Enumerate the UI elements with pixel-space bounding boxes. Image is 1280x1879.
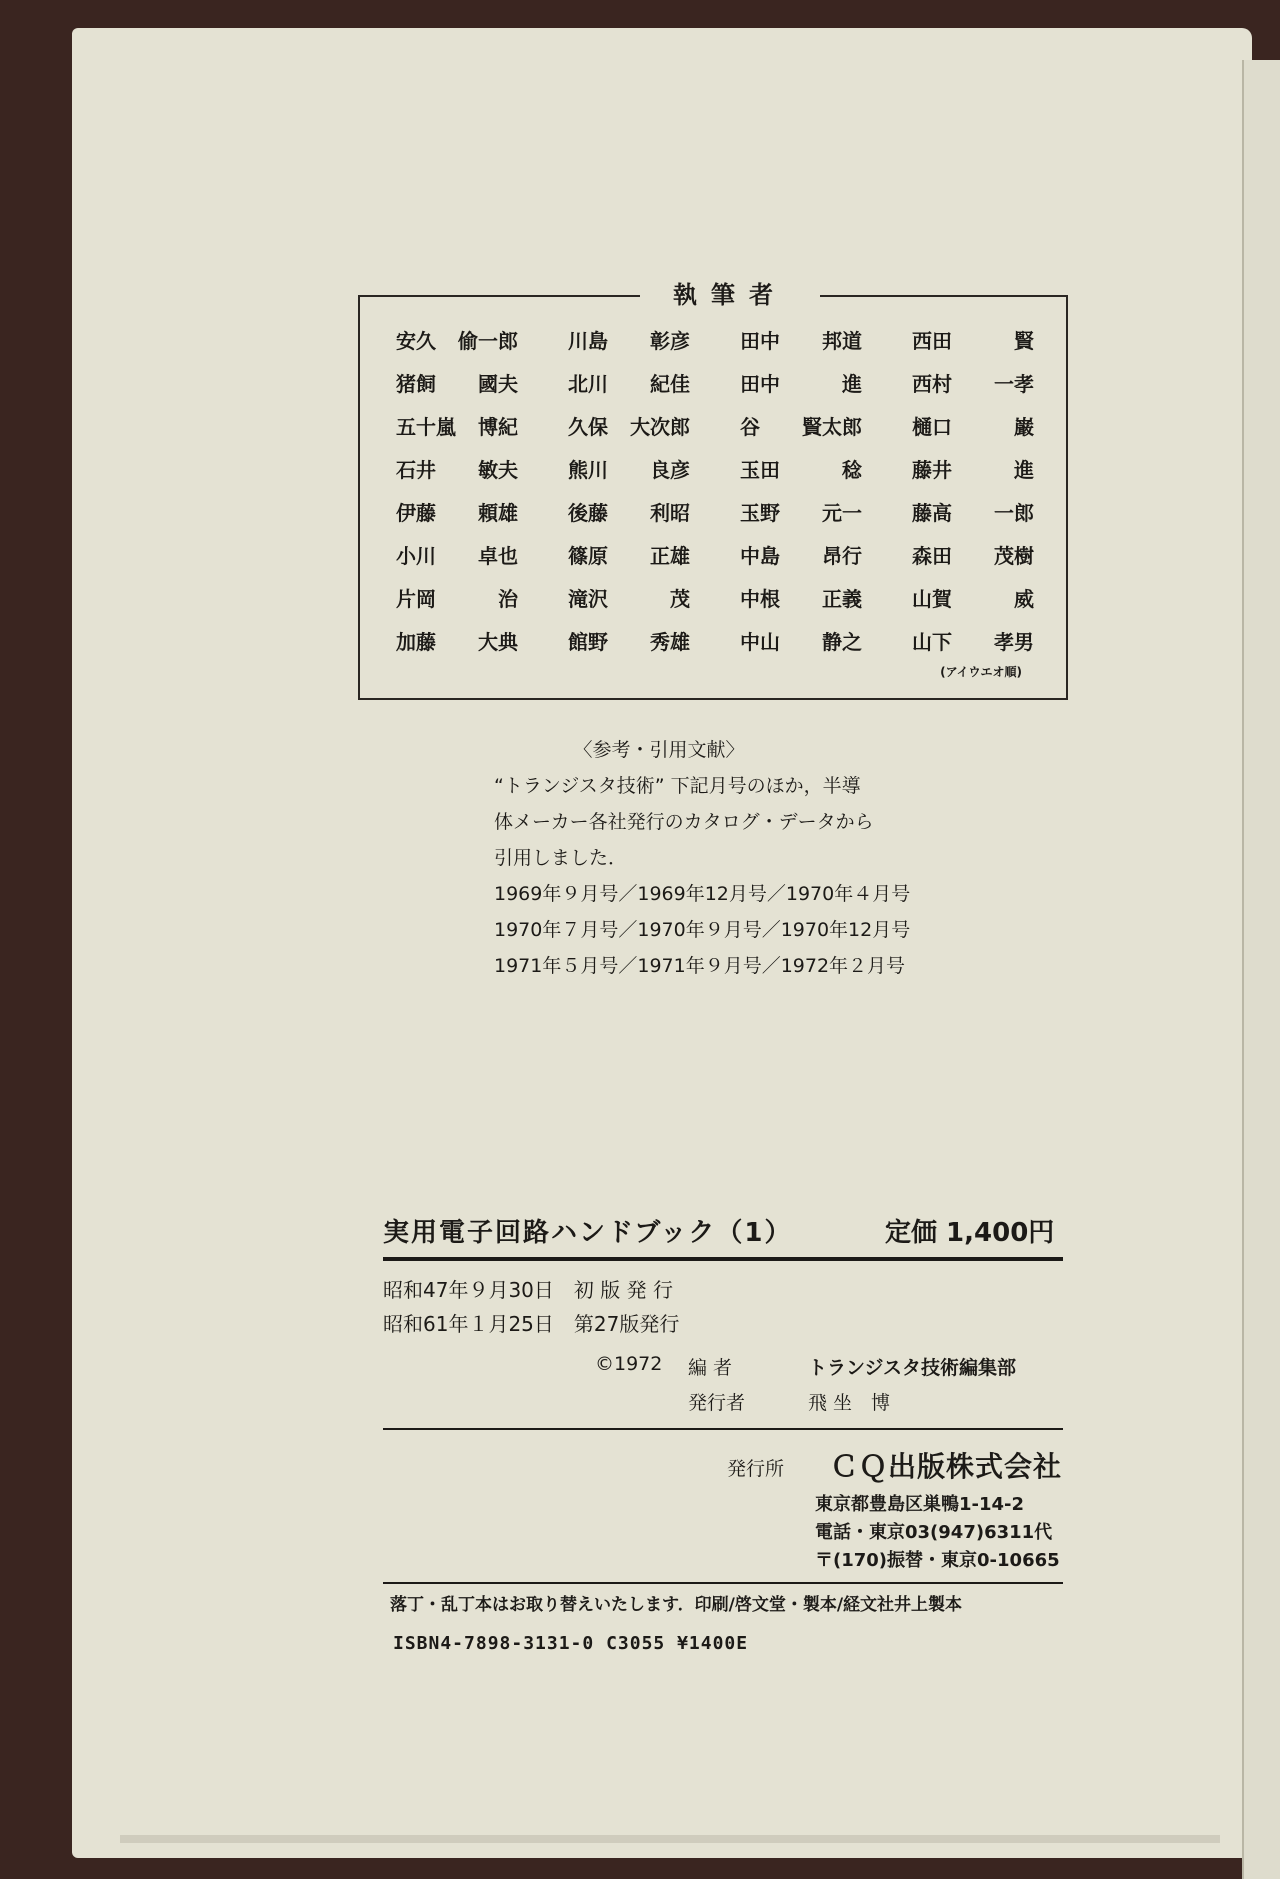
author-name	[740, 413, 862, 442]
author-name	[740, 456, 862, 485]
author-given-name: 一郎	[994, 501, 1034, 525]
author-family-name: 藤高	[912, 501, 952, 525]
author-family-name: 山賀	[912, 587, 952, 611]
author-given-name: 彰彦	[650, 329, 690, 353]
author-family-name: 西村	[912, 372, 952, 396]
author-family-name: 小川	[396, 544, 436, 568]
price: 定価 1,400円	[885, 1218, 1055, 1248]
author-name	[912, 585, 1034, 614]
author-name	[912, 413, 1034, 442]
author-family-name: 後藤	[568, 501, 608, 525]
author-name	[568, 413, 690, 442]
author-given-name: 茂	[670, 587, 690, 611]
author-name	[396, 499, 518, 528]
author-family-name: 山下	[912, 630, 952, 654]
author-given-name: 頼雄	[478, 501, 518, 525]
author-name	[912, 542, 1034, 571]
publisher-rule	[383, 1428, 1063, 1430]
author-name	[568, 456, 690, 485]
notice-rule	[383, 1582, 1063, 1584]
author-name	[396, 327, 518, 356]
author-given-name: 進	[842, 372, 862, 396]
author-name	[912, 628, 1034, 657]
author-family-name: 中山	[740, 630, 780, 654]
author-name	[568, 542, 690, 571]
author-given-name: 敏夫	[478, 458, 518, 482]
author-given-name: 昂行	[822, 544, 862, 568]
author-name	[396, 585, 518, 614]
author-given-name: 大次郎	[630, 415, 690, 439]
author-given-name: 進	[1014, 458, 1034, 482]
author-given-name: 威	[1014, 587, 1034, 611]
author-given-name: 正雄	[650, 544, 690, 568]
authors-note: (アイウエオ順)	[940, 665, 1022, 679]
author-family-name: 猪飼	[396, 372, 436, 396]
isbn: ISBN4-7898-3131-0 C3055 ¥1400E	[393, 1633, 749, 1654]
edition-current: 昭和61年１月25日 第27版発行	[383, 1312, 680, 1336]
author-given-name: 國夫	[478, 372, 518, 396]
author-given-name: 賢太郎	[802, 415, 862, 439]
publisher-name: ＣＱ出版株式会社	[830, 1450, 1063, 1483]
author-family-name: 五十嵐	[396, 415, 456, 439]
author-name	[568, 585, 690, 614]
author-name	[396, 370, 518, 399]
postal-line: 〒(170)振替・東京0-10665	[815, 1550, 1060, 1571]
author-name	[912, 456, 1034, 485]
author-given-name: 静之	[822, 630, 862, 654]
author-family-name: 森田	[912, 544, 952, 568]
author-name	[396, 542, 518, 571]
author-given-name: 良彦	[650, 458, 690, 482]
address-line: 東京都豊島区巣鴨1-14-2	[815, 1494, 1025, 1515]
author-family-name: 北川	[568, 372, 608, 396]
author-name	[740, 370, 862, 399]
author-family-name: 久保	[568, 415, 608, 439]
title-rule	[383, 1257, 1063, 1261]
author-given-name: 卓也	[478, 544, 518, 568]
reference-line: 1970年７月号／1970年９月号／1970年12月号	[494, 919, 911, 941]
authors-grid	[396, 327, 1084, 657]
reference-line: 1971年５月号／1971年９月号／1972年２月号	[494, 955, 906, 977]
author-family-name: 中根	[740, 587, 780, 611]
author-given-name: 博紀	[478, 415, 518, 439]
edition-first: 昭和47年９月30日 初 版 発 行	[383, 1278, 673, 1302]
author-given-name: 正義	[822, 587, 862, 611]
author-given-name: 賢	[1014, 329, 1034, 353]
reference-line: “トランジスタ技術” 下記月号のほか，半導	[494, 775, 861, 797]
author-family-name: 田中	[740, 329, 780, 353]
references-title: 〈参考・引用文献〉	[573, 739, 745, 761]
author-name	[568, 628, 690, 657]
notice: 落丁・乱丁本はお取り替えいたします．印刷/啓文堂・製本/経文社井上製本	[390, 1595, 963, 1615]
publisher-person: 飛 坐 博	[808, 1392, 891, 1414]
references	[494, 732, 944, 984]
author-name	[396, 413, 518, 442]
editor: トランジスタ技術編集部	[808, 1357, 1016, 1379]
author-family-name: 加藤	[396, 630, 436, 654]
author-family-name: 伊藤	[396, 501, 436, 525]
author-given-name: 偷一郎	[458, 329, 518, 353]
copyright: ©1972	[595, 1353, 663, 1375]
author-name	[740, 499, 862, 528]
author-family-name: 片岡	[396, 587, 436, 611]
author-given-name: 孝男	[994, 630, 1034, 654]
author-given-name: 利昭	[650, 501, 690, 525]
reference-line: 体メーカー各社発行のカタログ・データから	[494, 811, 874, 833]
page-bottom-edge	[120, 1835, 1220, 1843]
author-name	[912, 327, 1034, 356]
author-name	[740, 585, 862, 614]
author-given-name: 治	[498, 587, 518, 611]
author-name	[912, 370, 1034, 399]
reference-line: 引用しました．	[494, 847, 628, 869]
author-given-name: 紀佳	[650, 372, 690, 396]
author-family-name: 熊川	[568, 458, 608, 482]
author-name	[740, 542, 862, 571]
author-family-name: 川島	[568, 329, 608, 353]
author-name	[396, 628, 518, 657]
adjacent-page-edge	[1242, 60, 1280, 1879]
phone-line: 電話・東京03(947)6311代	[815, 1522, 1053, 1543]
author-family-name: 西田	[912, 329, 952, 353]
author-family-name: 中島	[740, 544, 780, 568]
author-family-name: 玉野	[740, 501, 780, 525]
authors-title: 執筆者	[640, 275, 820, 310]
book-title: 実用電子回路ハンドブック（1）	[383, 1218, 793, 1248]
author-family-name: 滝沢	[568, 587, 608, 611]
author-given-name: 大典	[478, 630, 518, 654]
author-name	[740, 327, 862, 356]
author-given-name: 一孝	[994, 372, 1034, 396]
author-family-name: 樋口	[912, 415, 952, 439]
author-family-name: 田中	[740, 372, 780, 396]
author-given-name: 元一	[822, 501, 862, 525]
author-family-name: 谷	[740, 415, 760, 439]
author-family-name: 篠原	[568, 544, 608, 568]
author-name	[568, 499, 690, 528]
author-family-name: 安久	[396, 329, 436, 353]
author-given-name: 秀雄	[650, 630, 690, 654]
author-given-name: 茂樹	[994, 544, 1034, 568]
author-family-name: 藤井	[912, 458, 952, 482]
publisher-label: 発行所	[727, 1458, 785, 1480]
author-name	[912, 499, 1034, 528]
author-family-name: 館野	[568, 630, 608, 654]
editor-label: 編 者	[688, 1357, 733, 1379]
author-given-name: 巌	[1014, 415, 1034, 439]
reference-line: 1969年９月号／1969年12月号／1970年４月号	[494, 883, 911, 905]
publisher-person-label: 発行者	[688, 1392, 746, 1414]
author-name	[396, 456, 518, 485]
author-given-name: 邦道	[822, 329, 862, 353]
author-family-name: 石井	[396, 458, 436, 482]
author-family-name: 玉田	[740, 458, 780, 482]
author-name	[568, 370, 690, 399]
author-given-name: 稔	[842, 458, 862, 482]
authors-box	[358, 281, 1068, 700]
author-name	[568, 327, 690, 356]
author-name	[740, 628, 862, 657]
